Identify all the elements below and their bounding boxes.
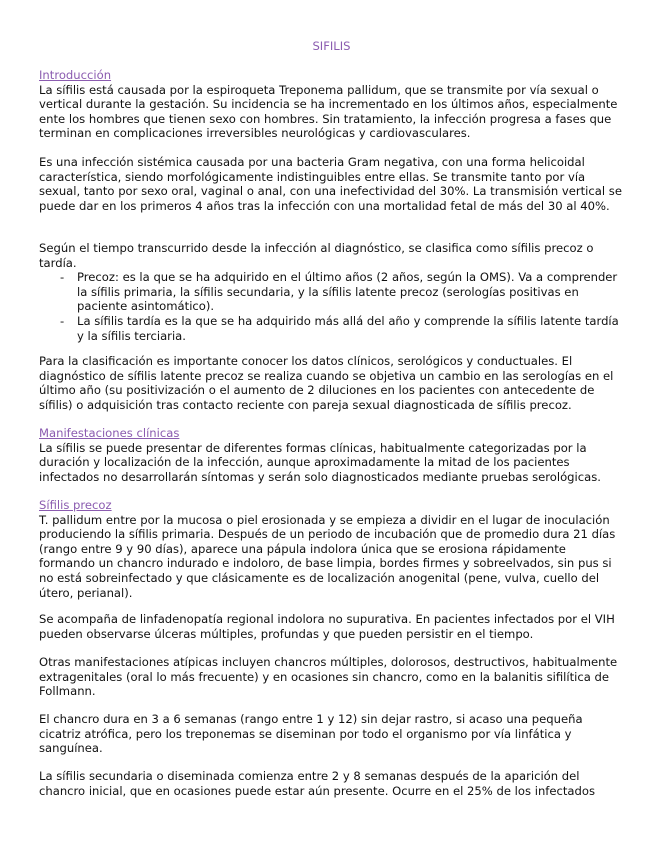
intro-paragraph-4: Para la clasificación es importante conocer los datos clínicos, serológicos y conductuales. El diagnóstico de sífilis latente precoz se realiza cuando se objetiva un cambio en las serologías en el último año (su positivización o el aumento de 2 diluciones en los pacientes con antecedente de sífilis) o adquisición tras contacto reciente con pareja sexual diagnosticada de sífilis precoz. [39,354,614,412]
intro-paragraph-3: Según el tiempo transcurrido desde la infección al diagnóstico, se clasifica como sífilis precoz o tardía. [39,241,594,270]
clinical-paragraph-1: La sífilis se puede presentar de diferentes formas clínicas, habitualmente categorizadas por la duración y localización de la infección, aunque aproximadamente la mitad de los pacientes infectados no desarrollarán síntomas y serán solo diagnosticados mediante pruebas serológicas. [39,440,601,484]
heading-introduccion: Introducción [39,68,112,82]
heading-manifestaciones-clinicas: Manifestaciones clínicas [39,426,180,440]
early-paragraph-1: T. pallidum entre por la mucosa o piel erosionada y se empieza a dividir en el lugar de inoculación produciendo la sífilis primaria. Después de un periodo de incubación que de promedio dura 21 días (rango entre 9 y 90 días), aparece una pápula indolora única que se erosiona rápidamente formando un chancro indurado e indoloro, de base limpia, bordes firmes y sobreelvados, sin pus si no está sobreinfectado y que clásicamente es de localización anogenital (pene, vulva, cuello del útero, perianal). [39,512,616,600]
list-item: - Precoz: es la que se ha adquirido en el último años (2 años, según la OMS). Va a comprender la sífilis primaria, la sífilis secundaria, y la sífilis latente precoz (serologías positivas en paciente asintomático). [60,270,618,314]
intro-paragraph-1: La sífilis está causada por la espiroqueta Treponema pallidum, que se transmite por vía sexual o vertical durante la gestación. Su incidencia se ha incrementado en los últimos años, especialmente ente los hombres que tienen sexo con hombres. Sin tratamiento, la infección progresa a fases que terminan en complicaciones irreversibles neurológicas y cardiovasculares. [39,82,618,141]
intro-paragraph-3-block [39,241,624,343]
section-sifilis-precoz [39,498,624,600]
intro-paragraph-4-block [39,354,624,412]
early-paragraph-4: El chancro dura en 3 a 6 semanas (rango entre 1 y 12) sin dejar rastro, si acaso una pequeña cicatriz atrófica, pero los treponemas se diseminan por todo el organismo por vía linfática y sanguínea. [39,712,583,756]
intro-paragraph-2-block [39,155,624,213]
early-paragraph-5-block [39,769,624,798]
section-manifestaciones [39,426,624,484]
document-title: SIFILIS [312,39,351,53]
early-paragraph-5: La sífilis secundaria o diseminada comienza entre 2 y 8 semanas después de la aparición del chancro inicial, que en ocasiones puede estar aún presente. Ocurre en el 25% de los infectados [39,769,596,798]
intro-paragraph-2: Es una infección sistémica causada por una bacteria Gram negativa, con una forma helicoidal característica, siendo morfológicamente indistinguibles entre ellas. Se transmite tanto por vía sexual, tanto por sexo oral, vaginal o anal, con una inefectividad del 30%. La transmisión vertical se puede dar en los primeros 4 años tras la infección con una mortalidad fetal de más del 30 al 40%. [39,155,622,213]
early-paragraph-2-block [39,612,624,641]
early-paragraph-3-block [39,655,624,699]
list-item: - La sífilis tardía es la que se ha adquirido más allá del año y comprende la sífilis latente tardía y la sífilis terciaria. [60,313,619,343]
early-paragraph-3: Otras manifestaciones atípicas incluyen chancros múltiples, dolorosos, destructivos, habitualmente extragenitales (oral lo más frecuente) y en ocasiones sin chancro, como en la balanitis sifilítica de Follmann. [39,655,618,699]
classification-list [39,270,624,343]
early-paragraph-4-block [39,712,624,756]
section-introduction [39,68,624,141]
early-paragraph-2: Se acompaña de linfadenopatía regional indolora no supurativa. En pacientes infectados por el VIH pueden observarse úlceras múltiples, profundas y que pueden persistir en el tiempo. [39,612,615,641]
heading-sifilis-precoz: Sífilis precoz [39,498,112,512]
